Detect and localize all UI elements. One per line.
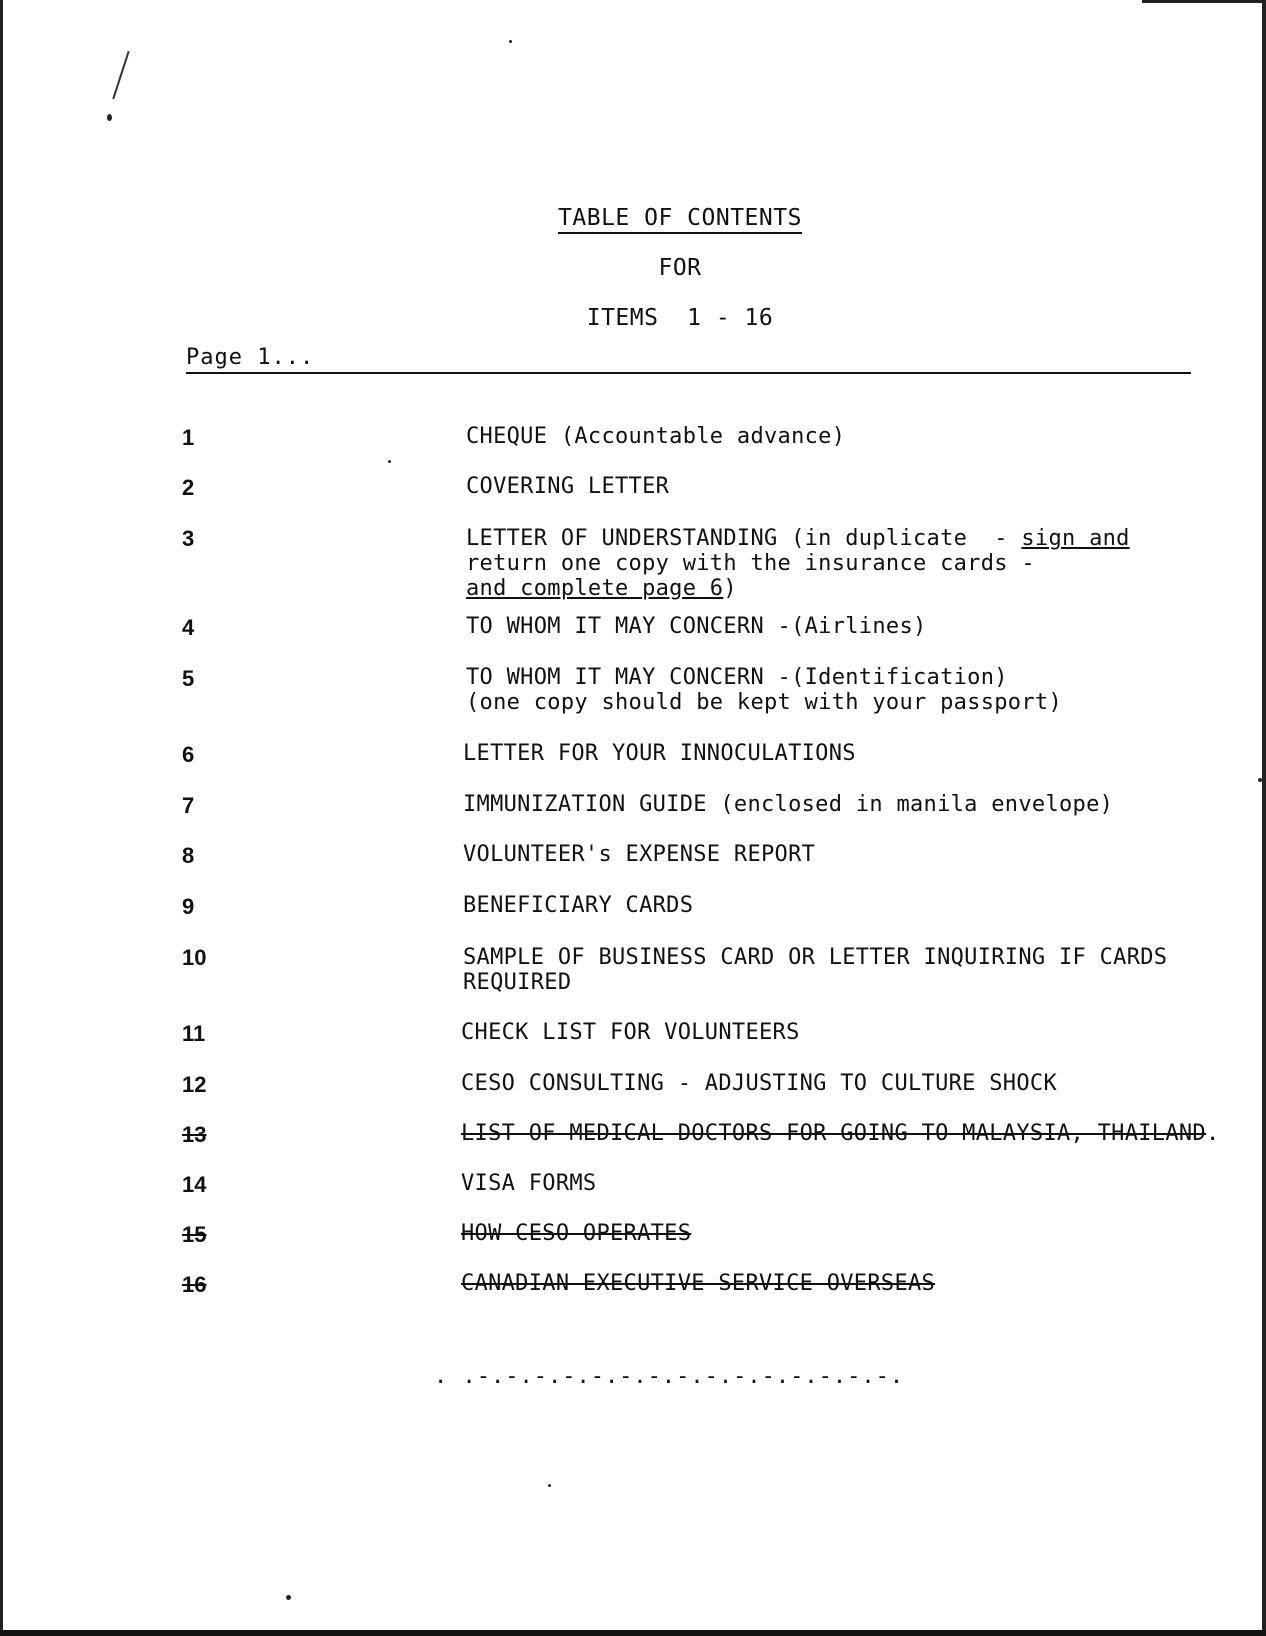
item-text-line: SAMPLE OF BUSINESS CARD OR LETTER INQUIRING IF CARDS <box>463 945 1168 970</box>
scan-speck <box>107 114 112 121</box>
item-text-multiline <box>466 665 1062 715</box>
scan-border-left <box>0 0 3 1636</box>
item-text: COVERING LETTER <box>466 474 670 499</box>
pen-mark <box>112 51 129 99</box>
item-number: 5 <box>182 666 195 691</box>
scan-border-bottom <box>0 1630 1266 1636</box>
item-text-multiline <box>463 945 1167 995</box>
item-number: 4 <box>182 615 195 640</box>
item-number: 7 <box>182 793 195 818</box>
item-number: 1 <box>182 425 195 450</box>
item-text: CHECK LIST FOR VOLUNTEERS <box>461 1020 800 1045</box>
scan-speck <box>509 40 512 43</box>
item-number: 6 <box>182 742 195 767</box>
scan-border-top <box>1142 0 1266 3</box>
item-text-struck: HOW CESO OPERATES <box>461 1221 692 1246</box>
item-text: CHEQUE (Accountable advance) <box>466 424 846 449</box>
page-title-text: TABLE OF CONTENTS <box>558 205 802 234</box>
item-number-struck: 16 <box>182 1272 207 1297</box>
item-number: 2 <box>182 475 195 500</box>
item-text-line: LETTER OF UNDERSTANDING (in duplicate - <box>466 526 1022 551</box>
subtitle-for: FOR <box>658 255 702 281</box>
item-number: 3 <box>182 526 195 551</box>
item-text: CESO CONSULTING - ADJUSTING TO CULTURE SHOCK <box>461 1071 1057 1096</box>
item-number: 10 <box>182 945 207 970</box>
item-number: 9 <box>182 894 195 919</box>
item-text: VOLUNTEER's EXPENSE REPORT <box>463 842 816 867</box>
item-number: 11 <box>182 1021 206 1046</box>
item-text-struck: CANADIAN EXECUTIVE SERVICE OVERSEAS <box>461 1271 936 1296</box>
scan-border-right <box>1262 0 1266 1636</box>
scan-speck <box>548 1484 551 1487</box>
item-text: VISA FORMS <box>461 1171 597 1196</box>
page-label: Page 1... <box>186 345 315 370</box>
scan-speck <box>1258 778 1262 782</box>
item-text-struck-wrapper <box>461 1121 1220 1146</box>
item-text-line: REQUIRED <box>463 970 572 995</box>
item-text-underlined: sign and <box>1021 526 1130 551</box>
item-text: BENEFICIARY CARDS <box>463 893 694 918</box>
item-text-underlined: and complete page 6 <box>466 576 724 601</box>
page-title <box>0 205 1266 231</box>
item-text-tail: . <box>1205 1121 1220 1146</box>
item-number: 8 <box>182 843 195 868</box>
scan-speck <box>286 1595 291 1600</box>
item-text: TO WHOM IT MAY CONCERN -(Airlines) <box>466 614 927 639</box>
item-text-struck: LIST OF MEDICAL DOCTORS FOR GOING TO MALAYSIA, THAILAND <box>461 1121 1206 1146</box>
item-text: LETTER FOR YOUR INNOCULATIONS <box>463 741 856 766</box>
item-text-multiline <box>466 526 1130 601</box>
item-text-line: ) <box>723 576 737 601</box>
item-number-struck: 13 <box>182 1122 207 1147</box>
item-text-line: TO WHOM IT MAY CONCERN -(Identification) <box>466 665 1008 690</box>
subtitle-items: ITEMS 1 - 16 <box>586 305 774 331</box>
item-number-struck: 15 <box>182 1222 207 1247</box>
item-text-line: return one copy with the insurance cards - <box>466 551 1035 576</box>
item-text-line: (one copy should be kept with your passport) <box>466 690 1062 715</box>
item-text: IMMUNIZATION GUIDE (enclosed in manila envelope) <box>463 792 1114 817</box>
footer-dash-line: . .-.-.-.-.-.-.-.-.-.-.-.-.-.-.-. <box>434 1364 905 1389</box>
item-number: 12 <box>182 1072 207 1097</box>
item-number: 14 <box>182 1172 207 1197</box>
scan-speck <box>388 460 391 463</box>
header-rule <box>186 372 1191 374</box>
